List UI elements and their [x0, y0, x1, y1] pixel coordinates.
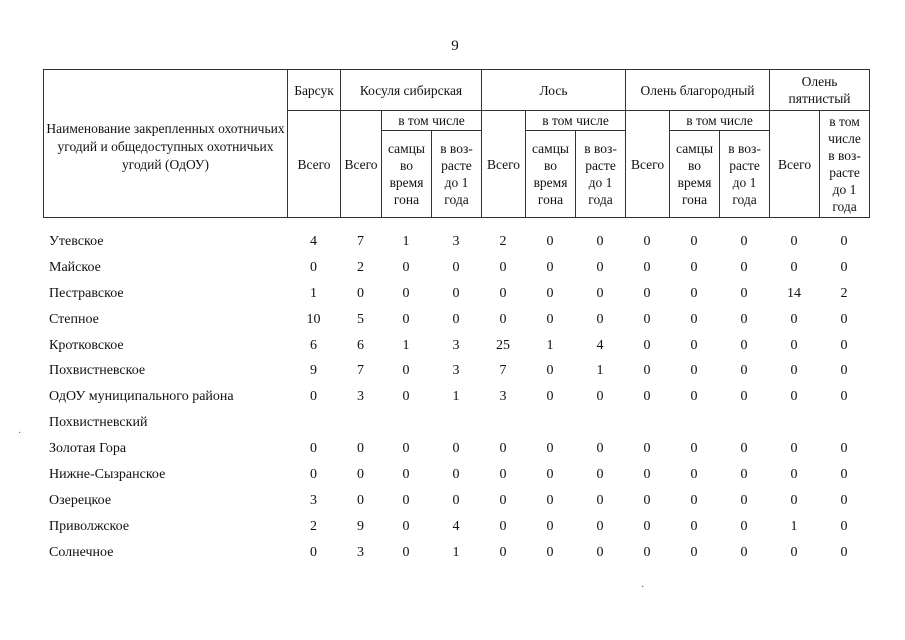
row-value: 0 — [499, 285, 507, 301]
row-value: 0 — [790, 233, 798, 249]
table-row — [43, 410, 869, 436]
row-value: 6 — [310, 337, 317, 353]
row-value: 0 — [790, 259, 798, 275]
row-value: 0 — [840, 466, 848, 482]
row-name: Пестравское — [49, 285, 124, 301]
row-name: Приволжское — [49, 518, 130, 534]
row-value: 0 — [643, 492, 651, 508]
table-row — [43, 358, 869, 384]
row-value: 7 — [357, 233, 364, 249]
row-value: 0 — [402, 363, 410, 379]
row-value: 0 — [402, 544, 410, 560]
header-incl: в том числе — [382, 111, 482, 131]
table-row — [43, 281, 869, 307]
header-males: самцы во время гона — [670, 131, 720, 218]
row-value: 0 — [643, 311, 651, 327]
row-name: Утевское — [49, 233, 104, 249]
row-value: 0 — [740, 233, 748, 249]
row-value: 1 — [452, 544, 460, 560]
row-value: 0 — [402, 518, 410, 534]
header-name-column: Наименование закрепленных охотничьих угодий и общедоступных охотничьих угодий (ОдОУ) — [44, 70, 288, 218]
row-value: 0 — [310, 466, 317, 482]
row-value: 1 — [402, 337, 410, 353]
scan-speck: · — [641, 582, 645, 593]
row-value: 0 — [546, 363, 554, 379]
row-value: 0 — [402, 285, 410, 301]
row-value: 0 — [546, 441, 554, 457]
row-value: 1 — [310, 285, 317, 301]
row-value: 1 — [452, 389, 460, 405]
row-value: 9 — [310, 363, 317, 379]
row-name: Майское — [49, 259, 101, 275]
row-value: 3 — [357, 389, 364, 405]
row-value: 0 — [402, 311, 410, 327]
header-total: Всего — [482, 111, 526, 218]
table-row — [43, 255, 869, 281]
row-value: 0 — [499, 311, 507, 327]
row-value: 0 — [840, 311, 848, 327]
data-table — [43, 229, 869, 566]
row-value — [525, 410, 575, 436]
row-value: 0 — [690, 233, 698, 249]
page-number: 9 — [451, 38, 459, 54]
row-value: 0 — [690, 518, 698, 534]
row-name: Степное — [49, 311, 99, 327]
row-value: 0 — [790, 363, 798, 379]
row-value: 0 — [643, 363, 651, 379]
row-value — [819, 410, 869, 436]
row-value — [719, 410, 769, 436]
table-row — [43, 462, 869, 488]
row-value: 0 — [402, 259, 410, 275]
row-value: 0 — [790, 389, 798, 405]
header-incl: в том числе — [526, 111, 626, 131]
table-row — [43, 333, 869, 359]
table-header — [43, 69, 870, 218]
row-value: 0 — [740, 363, 748, 379]
row-value: 0 — [690, 441, 698, 457]
row-value: 0 — [790, 492, 798, 508]
row-name: Похвистневское — [49, 363, 146, 379]
row-value: 0 — [499, 492, 507, 508]
row-value: 0 — [690, 492, 698, 508]
row-value: 1 — [402, 233, 410, 249]
table-row — [43, 488, 869, 514]
row-value — [669, 410, 719, 436]
row-value: 0 — [357, 492, 364, 508]
row-value: 0 — [452, 492, 460, 508]
row-value: 0 — [740, 492, 748, 508]
header-sika-young: в том числе в воз-расте до 1 года — [820, 111, 870, 218]
row-value: 3 — [452, 363, 460, 379]
row-value: 0 — [596, 311, 604, 327]
row-value: 2 — [357, 259, 364, 275]
row-value: 0 — [690, 311, 698, 327]
row-value: 0 — [840, 518, 848, 534]
row-value: 0 — [840, 363, 848, 379]
row-value: 0 — [740, 518, 748, 534]
row-value: 0 — [546, 518, 554, 534]
row-value: 0 — [310, 389, 317, 405]
row-value: 0 — [546, 389, 554, 405]
row-value: 0 — [452, 441, 460, 457]
row-value: 0 — [546, 466, 554, 482]
row-value: 1 — [790, 518, 798, 534]
row-value: 0 — [643, 259, 651, 275]
row-value: 0 — [402, 466, 410, 482]
row-value: 0 — [840, 259, 848, 275]
row-value: 0 — [452, 311, 460, 327]
row-value: 0 — [546, 259, 554, 275]
row-value: 3 — [452, 233, 460, 249]
row-value: 0 — [643, 544, 651, 560]
row-value: 4 — [452, 518, 460, 534]
row-value: 3 — [310, 492, 317, 508]
row-value: 0 — [499, 518, 507, 534]
row-value: 0 — [740, 389, 748, 405]
row-value: 0 — [690, 285, 698, 301]
header-males: самцы во время гона — [526, 131, 576, 218]
table-row — [43, 436, 869, 462]
row-value: 0 — [790, 544, 798, 560]
row-value: 0 — [596, 259, 604, 275]
table-row — [43, 384, 869, 410]
row-value: 0 — [740, 285, 748, 301]
table-row — [43, 229, 869, 255]
row-value: 14 — [787, 285, 801, 301]
row-name: Нижне-Сызранское — [49, 466, 166, 482]
row-value: 2 — [310, 518, 317, 534]
header-young: в воз-расте до 1 года — [432, 131, 482, 218]
row-value: 0 — [790, 441, 798, 457]
row-value: 0 — [643, 233, 651, 249]
row-value — [431, 410, 481, 436]
row-value: 0 — [643, 337, 651, 353]
row-value: 0 — [596, 285, 604, 301]
row-value: 0 — [690, 363, 698, 379]
row-name: Кротковское — [49, 337, 124, 353]
row-value: 0 — [402, 441, 410, 457]
row-value — [381, 410, 431, 436]
row-value — [625, 410, 669, 436]
row-value: 0 — [546, 311, 554, 327]
header-red-deer: Олень благородный — [626, 70, 770, 111]
scan-speck: · — [18, 428, 22, 439]
row-value: 5 — [357, 311, 364, 327]
row-value: 0 — [310, 441, 317, 457]
table-row — [43, 540, 869, 566]
row-value: 0 — [546, 492, 554, 508]
row-value: 0 — [643, 441, 651, 457]
row-value: 0 — [840, 492, 848, 508]
header-young: в воз-расте до 1 года — [576, 131, 626, 218]
row-value: 0 — [643, 389, 651, 405]
row-value: 0 — [690, 389, 698, 405]
row-value: 0 — [310, 259, 317, 275]
row-value — [769, 410, 819, 436]
header-total: Всего — [288, 111, 341, 218]
header-young: в воз-расте до 1 года — [720, 131, 770, 218]
row-value: 0 — [840, 233, 848, 249]
row-value — [481, 410, 525, 436]
row-value: 2 — [840, 285, 848, 301]
row-value: 3 — [499, 389, 507, 405]
row-value: 25 — [496, 337, 510, 353]
row-value: 0 — [499, 259, 507, 275]
row-value: 0 — [740, 311, 748, 327]
row-value: 0 — [840, 544, 848, 560]
header-badger: Барсук — [288, 70, 341, 111]
row-value: 0 — [690, 544, 698, 560]
header-sika-deer: Олень пятнистый — [770, 70, 870, 111]
row-value: 6 — [357, 337, 364, 353]
row-value: 0 — [546, 544, 554, 560]
row-value: 0 — [596, 466, 604, 482]
header-incl: в том числе — [670, 111, 770, 131]
row-value: 3 — [357, 544, 364, 560]
row-value: 0 — [452, 466, 460, 482]
row-value: 0 — [357, 285, 364, 301]
row-value: 0 — [310, 544, 317, 560]
row-value: 0 — [402, 492, 410, 508]
row-name: Похвистневский — [49, 415, 148, 431]
row-name: Солнечное — [49, 544, 114, 560]
row-value: 7 — [357, 363, 364, 379]
row-value: 0 — [790, 311, 798, 327]
row-value: 0 — [357, 466, 364, 482]
row-value: 0 — [790, 337, 798, 353]
row-value — [575, 410, 625, 436]
row-value: 0 — [840, 337, 848, 353]
table-row — [43, 514, 869, 540]
row-name: ОдОУ муниципального района — [49, 389, 234, 405]
row-value: 1 — [596, 363, 604, 379]
header-total: Всего — [770, 111, 820, 218]
row-value: 1 — [546, 337, 554, 353]
row-value: 0 — [643, 518, 651, 534]
row-name: Золотая Гора — [49, 441, 127, 457]
row-value: 0 — [740, 259, 748, 275]
row-value: 4 — [310, 233, 317, 249]
row-value: 0 — [840, 441, 848, 457]
row-value: 0 — [690, 466, 698, 482]
table-row — [43, 307, 869, 333]
row-value: 0 — [596, 233, 604, 249]
row-value: 0 — [643, 466, 651, 482]
row-value: 0 — [546, 233, 554, 249]
row-value: 4 — [596, 337, 604, 353]
row-name: Озерецкое — [49, 492, 112, 508]
row-value: 2 — [499, 233, 507, 249]
row-value: 10 — [306, 311, 321, 327]
row-value: 0 — [643, 285, 651, 301]
row-value — [340, 410, 381, 436]
row-value: 0 — [840, 389, 848, 405]
row-value: 0 — [596, 441, 604, 457]
row-value: 0 — [452, 285, 460, 301]
row-value: 3 — [452, 337, 460, 353]
row-value: 0 — [499, 544, 507, 560]
row-value: 0 — [402, 389, 410, 405]
row-value: 0 — [357, 441, 364, 457]
row-value: 7 — [499, 363, 507, 379]
header-males: самцы во время гона — [382, 131, 432, 218]
row-value: 0 — [740, 441, 748, 457]
row-value: 9 — [357, 518, 364, 534]
row-value: 0 — [499, 466, 507, 482]
header-elk: Лось — [482, 70, 626, 111]
row-value: 0 — [790, 466, 798, 482]
row-value: 0 — [452, 259, 460, 275]
row-value: 0 — [740, 466, 748, 482]
row-value: 0 — [499, 441, 507, 457]
row-value: 0 — [596, 544, 604, 560]
row-value: 0 — [596, 492, 604, 508]
row-value: 0 — [546, 285, 554, 301]
row-value: 0 — [740, 337, 748, 353]
row-value: 0 — [596, 389, 604, 405]
row-value: 0 — [740, 544, 748, 560]
header-total: Всего — [626, 111, 670, 218]
row-value: 0 — [596, 518, 604, 534]
row-value: 0 — [690, 259, 698, 275]
row-value: 0 — [690, 337, 698, 353]
header-roe: Косуля сибирская — [341, 70, 482, 111]
row-value — [287, 410, 340, 436]
header-total: Всего — [341, 111, 382, 218]
